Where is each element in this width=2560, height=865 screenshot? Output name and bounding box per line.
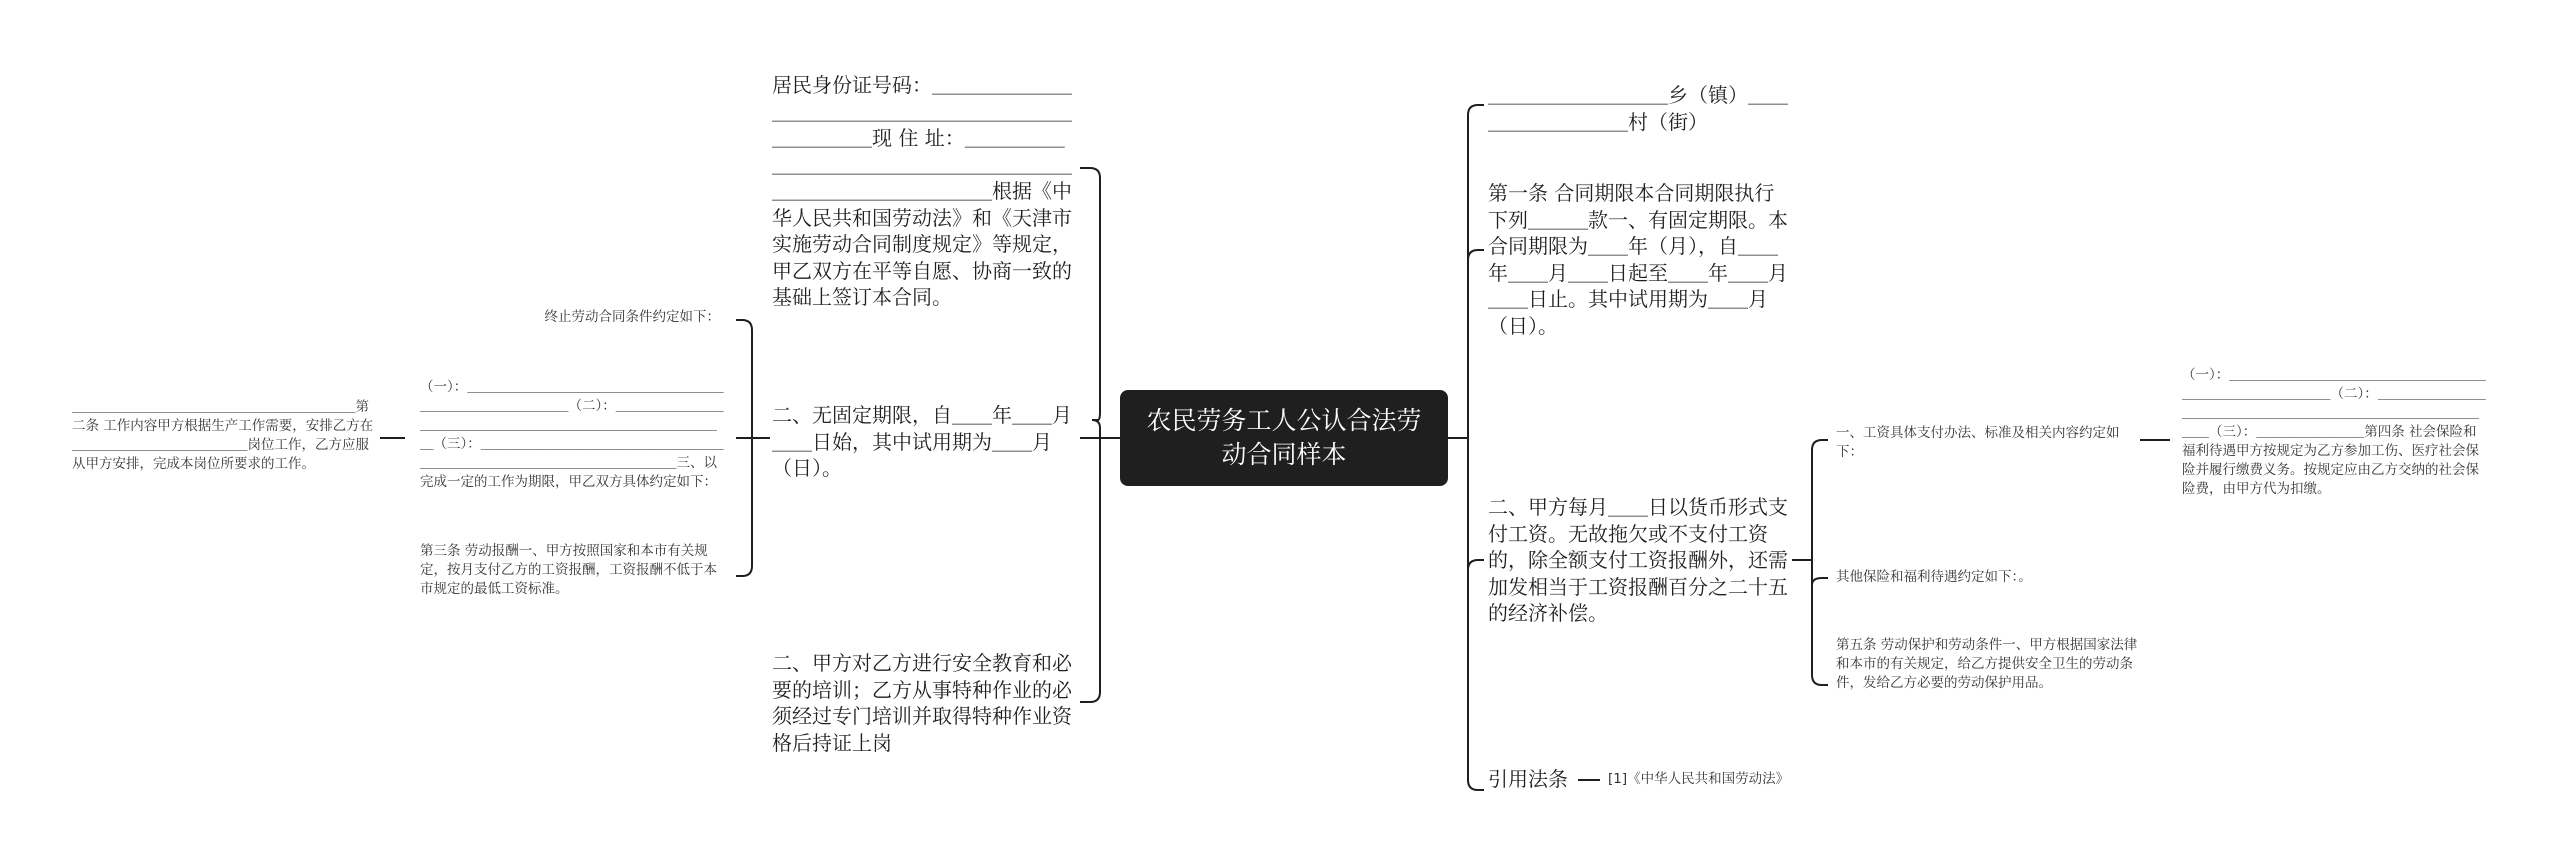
node-law-reference[interactable]: [1]《中华人民共和国劳动法》 [1608, 771, 1790, 787]
node-article1-term[interactable]: 第一条 合同期限本合同期限执行下列＿＿＿款一、有固定期限。本合同期限为＿＿年（月），自＿＿年＿＿月＿＿日起至＿＿年＿＿月＿＿日止。其中试用期为＿＿月（日）。 [1488, 181, 1788, 338]
root-title: 农民劳务工人公认合法劳动合同样本 [1146, 406, 1422, 469]
node-welfare[interactable]: 其他保险和福利待遇约定如下：。 [1836, 569, 2032, 585]
left-bracket-top [1080, 168, 1100, 438]
node-township[interactable]: ＿＿＿＿＿＿＿＿＿乡（镇）＿＿＿＿＿＿＿＿＿村（街） [1488, 83, 1788, 134]
node-wage-payment[interactable]: 二、甲方每月＿＿日以货币形式支付工资。无故拖欠或不支付工资的，除全额支付工资报酬外，还需加发相当于工资报酬百分之二十五的经济补偿。 [1488, 495, 1788, 625]
node-article2-work-content[interactable]: ＿＿＿＿＿＿＿＿＿＿＿＿＿＿＿＿＿＿＿＿＿第二条 工作内容甲方根据生产工作需要，安排乙方在＿＿＿＿＿＿＿＿＿＿＿＿＿岗位工作，乙方应服从甲方安排，完成本岗位所要求的工作。 [72, 399, 374, 472]
node-article3-remuneration[interactable]: 第三条 劳动报酬一、甲方按照国家和本市有关规定，按月支付乙方的工资报酬，工资报酬不低于本市规定的最低工资标准。 [420, 543, 717, 597]
node-wage-methods[interactable]: 一、工资具体支付办法、标准及相关内容约定如下： [1836, 425, 2120, 460]
node-no-fixed-term[interactable]: 二、无固定期限，自＿＿年＿＿月＿＿日始，其中试用期为＿＿月（日）。 [772, 403, 1072, 480]
node-safety-training[interactable]: 二、甲方对乙方进行安全教育和必要的培训；乙方从事特种作业的必须经过专门培训并取得特种作业资格后持证上岗 [772, 651, 1072, 755]
node-citation[interactable]: 引用法条 [1488, 767, 1568, 791]
root-node[interactable] [1120, 390, 1448, 486]
node-article5-protection[interactable]: 第五条 劳动保护和劳动条件一、甲方根据国家法律和本市的有关规定，给乙方提供安全卫生的劳动条件，发给乙方必要的劳动保护用品。 [1836, 637, 2138, 691]
node-article4-social-insurance[interactable]: （一）：＿＿＿＿＿＿＿＿＿＿＿＿＿＿＿＿＿＿＿＿＿＿＿＿＿＿＿＿＿＿（二）：＿＿＿＿＿＿＿＿＿＿＿＿＿＿＿＿＿＿＿＿＿＿＿＿＿＿＿＿＿＿＿＿（三）：＿＿＿＿＿＿＿＿第四条 社会保险和福利待遇甲方按规定为乙方参加工伤、医疗社会保险并履行缴费义务。按规定应由乙方交纳的社会保险费，由甲方代为扣缴。 [2182, 367, 2486, 497]
node-idcard[interactable]: 居民身份证号码：＿＿＿＿＿＿＿＿＿＿＿＿＿＿＿＿＿＿＿＿＿＿＿＿＿＿＿现 住 址：＿＿＿＿＿＿＿＿＿＿＿＿＿＿＿＿＿＿＿＿＿＿＿＿＿＿＿＿＿＿＿根据《中华人民共和国劳动法》和《天津市实施劳动合同制度规定》等规定，甲乙双方在平等自愿、协商一致的基础上签订本合同。 [772, 73, 1072, 309]
node-termination-label[interactable]: 终止劳动合同条件约定如下： [544, 309, 720, 325]
left-bracket-bottom [1080, 438, 1100, 702]
node-termination-conditions[interactable]: （一）：＿＿＿＿＿＿＿＿＿＿＿＿＿＿＿＿＿＿＿＿＿＿＿＿＿＿＿＿＿＿（二）：＿＿＿＿＿＿＿＿＿＿＿＿＿＿＿＿＿＿＿＿＿＿＿＿＿＿＿＿＿＿＿（三）：＿＿＿＿＿＿＿＿＿＿＿＿＿＿＿＿＿＿＿＿＿＿＿＿＿＿＿＿＿＿＿＿＿＿＿＿＿三、以完成一定的工作为期限，甲乙双方具体约定如下： [420, 379, 724, 490]
